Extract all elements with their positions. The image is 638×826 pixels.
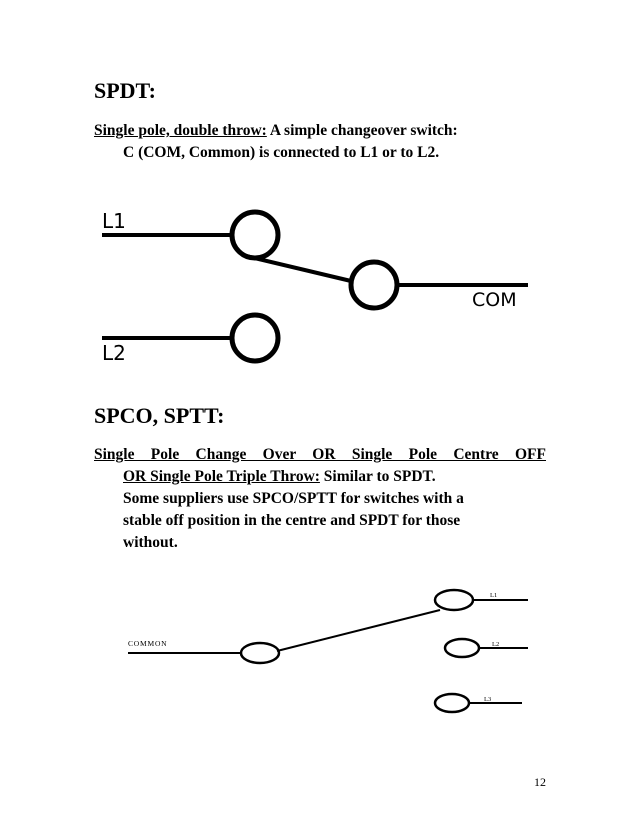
spco-text-2: Similar to SPDT.	[319, 468, 436, 485]
spco-common-terminal	[241, 643, 279, 663]
spdt-label-com: COM	[472, 289, 517, 311]
spdt-label-l2: L2	[102, 341, 126, 365]
page-number: 12	[534, 775, 546, 789]
spco-description-line-5: without.	[123, 534, 178, 551]
spco-l2-terminal	[445, 639, 479, 657]
spco-description-line-3: Some suppliers use SPCO/SPTT for switches with a	[123, 490, 464, 507]
spdt-description-line-2: C (COM, Common) is connected to L1 or to L2.	[123, 144, 440, 161]
spco-l3-terminal	[435, 694, 469, 712]
spdt-term: Single pole, double throw:	[94, 122, 267, 139]
spco-label-l2: L2	[492, 641, 500, 648]
spdt-label-l1: L1	[102, 209, 126, 233]
spdt-heading: SPDT:	[94, 78, 156, 103]
spco-switch-lever	[277, 610, 440, 651]
spco-heading: SPCO, SPTT:	[94, 403, 225, 428]
spco-term-line-1: Single Pole Change Over OR Single Pole Centre OFF	[94, 446, 546, 463]
spco-term-line-2: OR Single Pole Triple Throw:	[123, 468, 320, 485]
spco-l1-terminal	[435, 590, 473, 610]
spco-description-line-4: stable off position in the centre and SPDT for those	[123, 512, 461, 529]
spco-label-common: COMMON	[128, 639, 168, 648]
spdt-text-1: A simple changeover switch:	[266, 122, 458, 139]
spco-label-l3: L3	[484, 696, 492, 703]
spco-label-l1: L1	[490, 592, 498, 599]
